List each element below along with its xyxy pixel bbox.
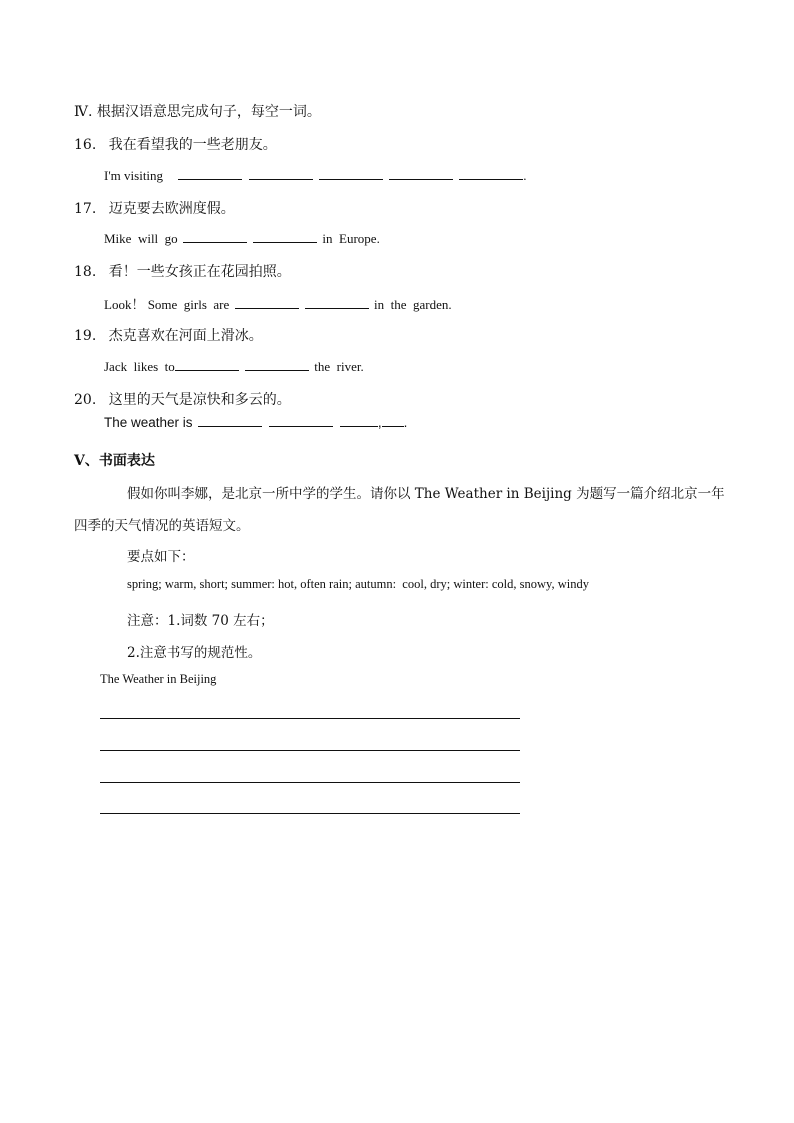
answer-line-17 (104, 230, 380, 247)
writing-line[interactable] (100, 782, 520, 783)
question-20 (74, 389, 291, 409)
section-5-title: Ⅴ、书面表达 (74, 453, 155, 469)
answer-blank[interactable] (198, 414, 262, 427)
points-label: 要点如下： (127, 549, 195, 565)
note-writing-standard: 2.注意书写的规范性。 (127, 645, 262, 661)
answer-blank[interactable] (305, 296, 369, 309)
question-16 (74, 134, 277, 154)
section-4-title: Ⅳ. 根据汉语意思完成句子，每空一词。 (74, 104, 321, 120)
question-chinese: 迈克要去欧洲度假。 (108, 201, 235, 217)
answer-blank[interactable] (340, 414, 378, 427)
answer-suffix: in the garden. (374, 297, 452, 312)
writing-line[interactable] (100, 750, 520, 751)
essay-title: The Weather in Beijing (100, 672, 217, 686)
key-points: spring; warm, short; summer: hot, often rain; autumn: cool, dry; winter: cold, snowy, windy (127, 577, 589, 591)
answer-blank[interactable] (459, 167, 523, 180)
answer-blank[interactable] (183, 230, 247, 243)
answer-line-19 (104, 358, 364, 375)
answer-blank[interactable] (178, 167, 242, 180)
question-number: 18. (74, 264, 97, 280)
answer-suffix: in Europe. (322, 231, 380, 246)
answer-blank[interactable] (389, 167, 453, 180)
question-chinese: 杰克喜欢在河面上滑冰。 (108, 328, 263, 344)
answer-suffix: . (403, 415, 408, 430)
answer-prefix: The weather is (104, 415, 193, 430)
question-17 (74, 198, 235, 218)
answer-line-18 (104, 294, 452, 313)
essay-prompt-line-1: 假如你叫李娜，是北京一所中学的学生。请你以 The Weather in Beijing 为题写一篇介绍北京一年 (127, 486, 725, 502)
answer-prefix: I'm visiting (104, 168, 164, 183)
question-chinese: 我在看望我的一些老朋友。 (108, 137, 277, 153)
answer-prefix: Mike will go (104, 231, 178, 246)
answer-suffix: the river. (314, 359, 364, 374)
answer-blank[interactable] (175, 358, 239, 371)
answer-suffix: . (523, 168, 527, 183)
answer-blank[interactable] (319, 167, 383, 180)
question-number: 16. (74, 137, 97, 153)
question-number: 20. (74, 392, 97, 408)
answer-blank[interactable] (245, 358, 309, 371)
question-chinese: 看！一些女孩正在花园拍照。 (108, 264, 291, 280)
answer-blank[interactable] (269, 414, 333, 427)
answer-prefix: Look！ Some girls are (104, 297, 230, 312)
note-word-count: 注意：1.词数 70 左右； (127, 613, 274, 629)
answer-blank[interactable] (253, 230, 317, 243)
answer-line-16 (104, 167, 527, 184)
question-number: 19. (74, 328, 97, 344)
answer-separator: , (377, 415, 382, 430)
answer-blank[interactable] (235, 296, 299, 309)
question-18 (74, 261, 291, 281)
essay-prompt-line-2: 四季的天气情况的英语短文。 (74, 518, 250, 534)
question-number: 17. (74, 201, 97, 217)
answer-line-20 (104, 414, 407, 430)
writing-line[interactable] (100, 813, 520, 814)
question-chinese: 这里的天气是凉快和多云的。 (108, 392, 291, 408)
writing-line[interactable] (100, 718, 520, 719)
answer-blank[interactable] (249, 167, 313, 180)
question-19 (74, 325, 263, 345)
answer-blank[interactable] (382, 414, 404, 427)
answer-prefix: Jack likes to (104, 359, 175, 374)
